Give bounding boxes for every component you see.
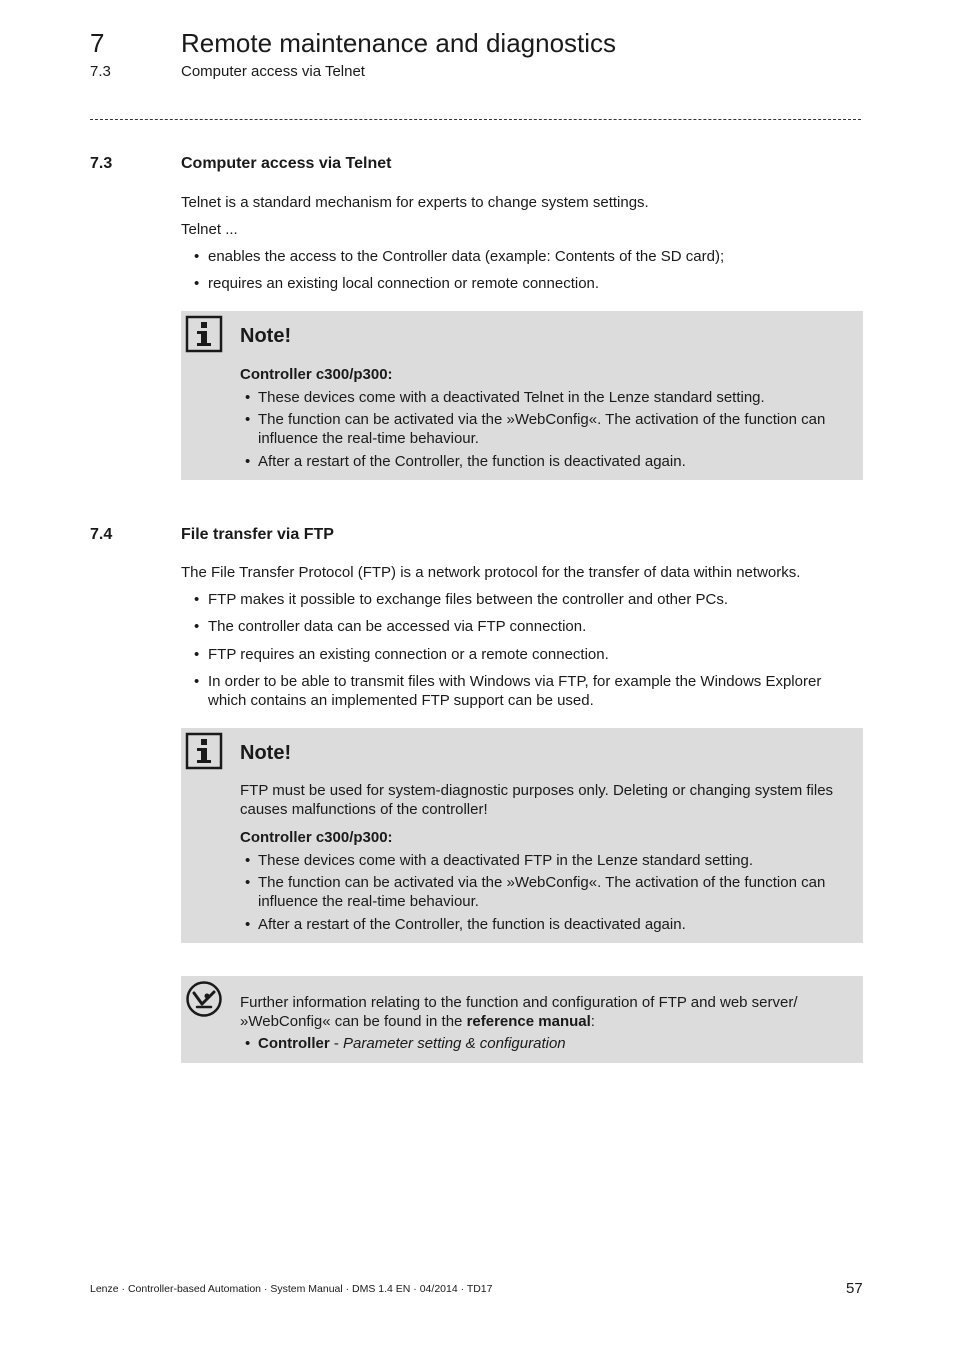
- chapter-number: 7: [90, 28, 105, 58]
- section-74-bullet: • FTP requires an existing connection or a remote connection.: [181, 645, 861, 664]
- page-number: 57: [846, 1280, 863, 1297]
- section-74-intro: The File Transfer Protocol (FTP) is a network protocol for the transfer of data within networks.: [181, 564, 801, 581]
- section-73-lead: Telnet ...: [181, 221, 238, 238]
- note-bullet: • After a restart of the Controller, the function is deactivated again.: [240, 915, 850, 934]
- note-bullet: • These devices come with a deactivated FTP in the Lenze standard setting.: [240, 851, 850, 870]
- note-heading: Note!: [240, 742, 292, 764]
- reference-tip-icon: [185, 980, 223, 1023]
- tip-ref-controller: Controller: [258, 1035, 330, 1052]
- section-74-bullet: • The controller data can be accessed via FTP connection.: [181, 617, 861, 636]
- section-73-bullet: • requires an existing local connection or remote connection.: [181, 274, 861, 293]
- note-subheading: Controller c300/p300:: [240, 829, 393, 846]
- section-74-title: File transfer via FTP: [181, 526, 334, 543]
- ftp-note-box: [181, 728, 863, 943]
- note-bullet: • These devices come with a deactivated Telnet in the Lenze standard setting.: [240, 388, 850, 407]
- note-bullet: • The function can be activated via the »WebConfig«. The activation of the function can influence the real-time behaviour.: [240, 410, 850, 448]
- chapter-title: Remote maintenance and diagnostics: [181, 28, 617, 58]
- section-73-bullet: • enables the access to the Controller data (example: Contents of the SD card);: [181, 247, 861, 266]
- tip-text-end: :: [590, 1013, 595, 1030]
- section-74-number: 7.4: [90, 526, 113, 543]
- note-bullet: • After a restart of the Controller, the function is deactivated again.: [240, 452, 850, 471]
- tip-ref-separator: -: [329, 1035, 344, 1052]
- header-divider: [90, 119, 861, 120]
- note-bullet: • The function can be activated via the »WebConfig«. The activation of the function can influence the real-time behaviour.: [240, 873, 850, 911]
- info-icon: [185, 732, 223, 775]
- tip-reference-item: [240, 1034, 850, 1053]
- section-73-number: 7.3: [90, 155, 113, 172]
- tip-reference-manual: reference manual: [466, 1013, 591, 1030]
- footer-text: Lenze · Controller-based Automation · System Manual · DMS 1.4 EN · 04/2014 · TD17: [90, 1283, 493, 1295]
- section-74-bullet: • FTP makes it possible to exchange files between the controller and other PCs.: [181, 590, 861, 609]
- note-heading: Note!: [240, 325, 292, 347]
- telnet-note-box: [181, 311, 863, 480]
- tip-text-start: Further information relating to the function and configuration of FTP and web server/ »WebConfig« can be found in the: [240, 994, 798, 1030]
- tip-text: [240, 993, 850, 1031]
- reference-tip-box: [181, 976, 863, 1063]
- note-warning: FTP must be used for system-diagnostic purposes only. Deleting or changing system files causes malfunctions of the controller!: [240, 782, 834, 818]
- note-subheading: Controller c300/p300:: [240, 366, 393, 383]
- section-73-intro: Telnet is a standard mechanism for experts to change system settings.: [181, 194, 649, 211]
- section-73-title: Computer access via Telnet: [181, 155, 392, 172]
- info-icon: [185, 315, 223, 358]
- header-section-title: Computer access via Telnet: [181, 63, 365, 80]
- tip-ref-title: Parameter setting & configuration: [343, 1035, 566, 1052]
- header-section-number: 7.3: [90, 63, 111, 80]
- section-74-bullet: • In order to be able to transmit files with Windows via FTP, for example the Windows Explorer which contains an implemented FTP support can be used.: [181, 672, 861, 710]
